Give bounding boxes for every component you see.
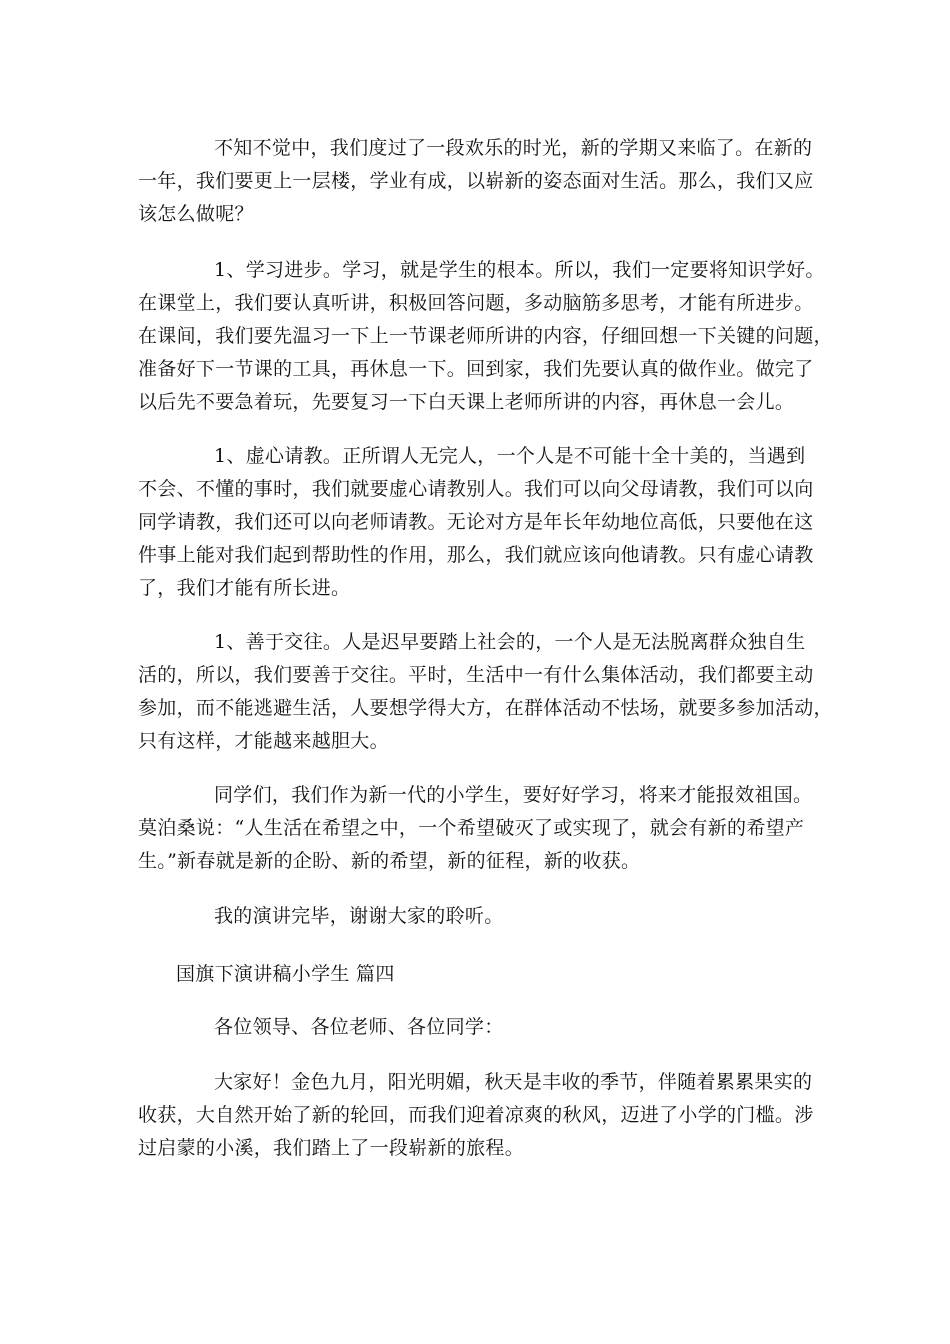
- paragraph-line: 各位领导、各位老师、各位同学：: [214, 1016, 504, 1038]
- paragraph-study-progress: [138, 254, 833, 419]
- paragraph-line: 准备好下一节课的工具，再休息一下。回到家，我们先要认真的做作业。做完了: [138, 358, 814, 380]
- paragraph-line: 参加，而不能逃避生活，人要想学得大方，在群体活动不怯场，就要多参加活动，: [138, 697, 833, 719]
- paragraph-opening-speech: [138, 1066, 818, 1165]
- paragraph-line: 一年，我们要更上一层楼，学业有成，以崭新的姿态面对生活。那么，我们又应: [138, 170, 814, 192]
- paragraph-line: 以后先不要急着玩，先要复习一下白天课上老师所讲的内容，再休息一会儿。: [138, 391, 795, 413]
- paragraph-thanks: [138, 900, 818, 933]
- paragraph-line: 不会、不懂的事时，我们就要虚心请教别人。我们可以向父母请教，我们可以向: [138, 478, 814, 500]
- paragraph-line: 件事上能对我们起到帮助性的作用，那么，我们就应该向他请教。只有虚心请教: [138, 544, 814, 566]
- paragraph-line: 1、虚心请教。正所谓人无完人，一个人是不可能十全十美的，当遇到: [214, 445, 806, 467]
- paragraph-line: 不知不觉中，我们度过了一段欢乐的时光，新的学期又来临了。在新的: [214, 137, 813, 159]
- paragraph-intro: [138, 132, 818, 231]
- paragraph-line: 莫泊桑说：“人生活在希望之中，一个希望破灭了或实现了，就会有新的希望产: [138, 817, 805, 839]
- paragraph-line: 活的，所以，我们要善于交往。平时，生活中一有什么集体活动，我们都要主动: [138, 664, 814, 686]
- paragraph-line: 生。”新春就是新的企盼、新的希望，新的征程，新的收获。: [138, 850, 641, 872]
- paragraph-line: 在课堂上，我们要认真听讲，积极回答问题，多动脑筋多思考，才能有所进步。: [138, 292, 814, 314]
- paragraph-line: 该怎么做呢？: [138, 203, 254, 225]
- paragraph-line: 只有这样，才能越来越胆大。: [138, 730, 389, 752]
- paragraph-line: 1、善于交往。人是迟早要踏上社会的，一个人是无法脱离群众独自生: [214, 631, 806, 653]
- paragraph-line: 同学请教，我们还可以向老师请教。无论对方是年长年幼地位高低，只要他在这: [138, 511, 814, 533]
- paragraph-humble-asking: [138, 440, 818, 605]
- section-heading: 国旗下演讲稿小学生 篇四: [176, 963, 395, 985]
- paragraph-line: 同学们，我们作为新一代的小学生，要好好学习，将来才能报效祖国。: [214, 784, 813, 806]
- paragraph-line: 我的演讲完毕，谢谢大家的聆听。: [214, 905, 504, 927]
- paragraph-line: 了，我们才能有所长进。: [138, 577, 351, 599]
- paragraph-line: 过启蒙的小溪，我们踏上了一段崭新的旅程。: [138, 1137, 525, 1159]
- paragraph-line: 1、学习进步。学习，就是学生的根本。所以，我们一定要将知识学好。: [214, 259, 825, 281]
- paragraph-socializing: [138, 626, 833, 758]
- paragraph-line: 在课间，我们要先温习一下上一节课老师所讲的内容，仔细回想一下关键的问题，: [138, 325, 833, 347]
- paragraph-conclusion: [138, 779, 818, 878]
- greeting-line: [138, 1011, 818, 1044]
- paragraph-line: 大家好！金色九月，阳光明媚，秋天是丰收的季节，伴随着累累果实的: [214, 1071, 813, 1093]
- paragraph-line: 收获，大自然开始了新的轮回，而我们迎着凉爽的秋风，迈进了小学的门槛。涉: [138, 1104, 814, 1126]
